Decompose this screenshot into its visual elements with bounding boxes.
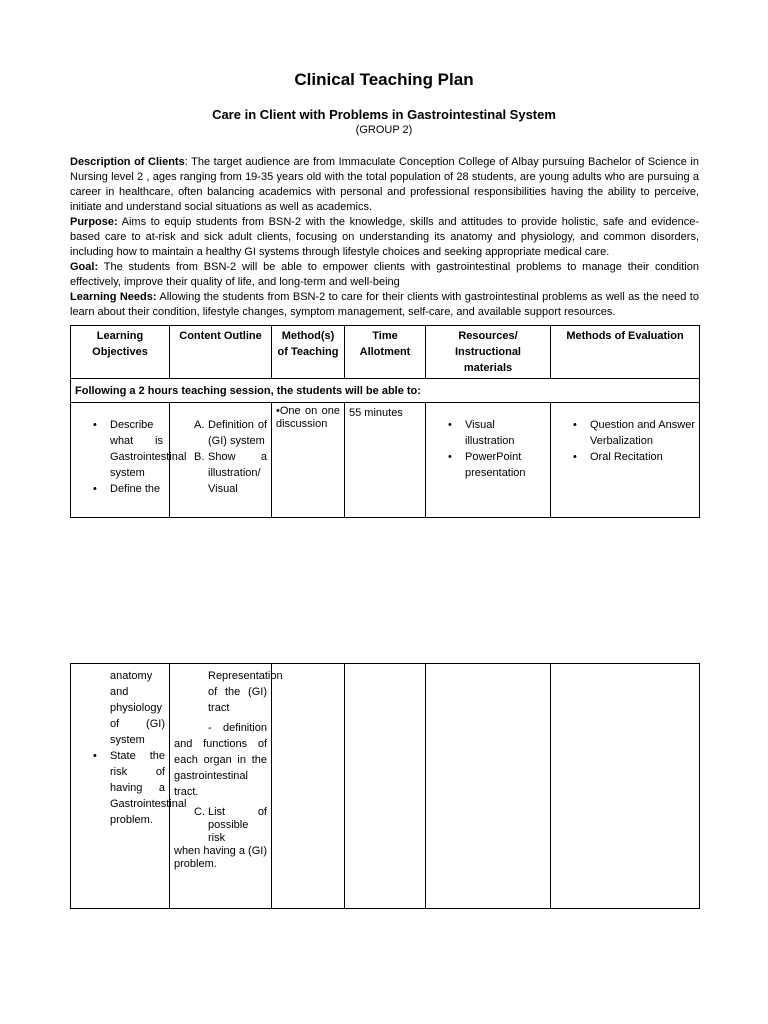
objective-item: • State the risk of having a Gastrointestinal problem. [75, 748, 165, 828]
table-row [71, 403, 700, 518]
header-methods-of-teaching: Method(s) of Teaching [272, 326, 345, 379]
learning-needs-text: Allowing the students from BSN-2 to care for their clients with gastrointestinal problems as well as the need to learn about their condition, lifestyle changes, symptom management, self-care, and available support resources. [70, 291, 699, 318]
header-resources: Resources/ Instructional materials [426, 326, 551, 379]
header-row [71, 326, 700, 379]
teaching-method-cell: •One on one discussion [272, 403, 345, 518]
outline-text: List of possible risk [208, 806, 267, 844]
purpose-label: Purpose: [70, 216, 118, 228]
header-learning-objectives: Learning Objectives [71, 326, 170, 379]
outline-subitem: - definition and functions of each organ in the gastrointestinal tract. [174, 722, 267, 798]
time-allotment-cell [345, 664, 426, 909]
learning-needs-paragraph [70, 290, 699, 320]
time-allotment-cell: 55 minutes [345, 403, 426, 518]
content-outline-cell [170, 403, 272, 518]
outline-continued: Representation of the (GI) tract [208, 670, 283, 714]
resource-item: • Visual illustration [430, 417, 546, 449]
session-statement: Following a 2 hours teaching session, the students will be able to: [71, 379, 700, 403]
teaching-plan-table-page2 [70, 663, 700, 909]
header-time-allotment: Time Allotment [345, 326, 426, 379]
content-outline-cell [170, 664, 283, 909]
objective-continued: anatomy and physiology of (GI) system [110, 670, 165, 746]
resources-cell [426, 664, 551, 909]
teaching-plan-table-page1 [70, 325, 700, 518]
outline-text: Show a illustration/ Visual [208, 451, 267, 495]
intro-section [70, 155, 699, 320]
outline-text: Definition of (GI) system [208, 419, 267, 447]
goal-text: The students from BSN-2 will be able to empower clients with gastrointestinal problems to manage their condition effectively, improve their quality of life, and long-term and well-being [70, 261, 699, 288]
learning-needs-label: Learning Needs: [70, 291, 157, 303]
document-title: Clinical Teaching Plan [294, 70, 474, 89]
evaluation-item: • Oral Recitation [555, 449, 695, 465]
purpose-paragraph [70, 215, 699, 260]
objective-item: • Define the [75, 481, 163, 497]
outline-continued: when having a (GI) problem. [174, 845, 267, 870]
outline-item [174, 449, 267, 497]
teaching-method-cell [272, 664, 345, 909]
learning-objectives-cell [71, 664, 187, 909]
learning-objectives-cell [71, 403, 187, 518]
description-paragraph [70, 155, 699, 215]
purpose-text: Aims to equip students from BSN-2 with the knowledge, skills and attitudes to provide holistic, safe and evidence-based care to at-risk and sick adult clients, focusing on understanding its anatomy and physiology, and common disorders, including how to maintain a healthy GI systems through lifestyle choices and seeking appropriate medical care. [70, 216, 699, 258]
document-subtitle: Care in Client with Problems in Gastrointestinal System [212, 107, 556, 122]
resource-item: • PowerPoint presentation [430, 449, 546, 481]
outline-marker: C. [194, 806, 205, 818]
evaluation-cell [551, 403, 700, 518]
group-label: (GROUP 2) [355, 124, 413, 136]
description-text: : The target audience are from Immaculate Conception College of Albay pursuing Bachelor of Science in Nursing level 2 , ages ranging from 19-35 years old with the total population of 28 students, are young adults who are pursuing a career in healthcare, often balancing academics with personal and professional responsibilities having the ability to perceive, initiate and understand social situations as well as academics. [70, 156, 699, 213]
goal-label: Goal: [70, 261, 99, 273]
session-row [71, 379, 700, 403]
outline-item [174, 417, 267, 449]
evaluation-item: • Question and Answer Verbalization [555, 417, 695, 449]
description-label: Description of Clients [70, 156, 185, 168]
outline-marker: A. [194, 419, 205, 431]
outline-marker: B. [194, 451, 205, 463]
objective-item: • Describe what is Gastrointestinal system [75, 417, 163, 481]
goal-paragraph [70, 260, 699, 290]
evaluation-cell [551, 664, 700, 909]
resources-cell [426, 403, 551, 518]
header-content-outline: Content Outline [170, 326, 272, 379]
table-row [71, 664, 700, 909]
header-methods-of-evaluation: Methods of Evaluation [551, 326, 700, 379]
outline-item [174, 806, 267, 845]
